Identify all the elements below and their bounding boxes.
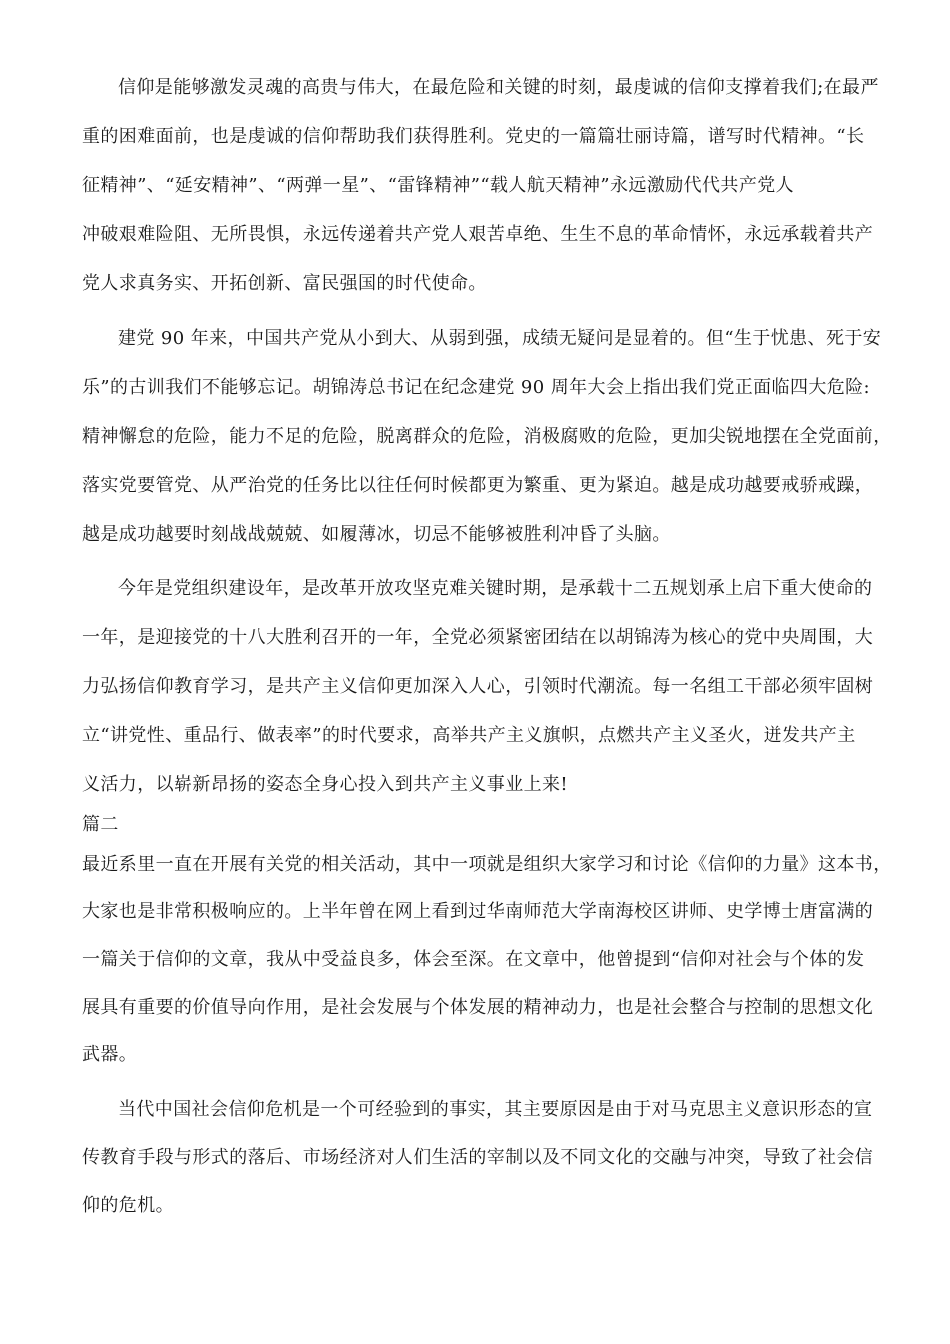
text-line: 一篇关于信仰的文章，我从中受益良多，体会至深。在文章中，他曾提到“信仰对社会与个体的发 — [82, 949, 865, 970]
text-line: 武器。 — [82, 1044, 138, 1065]
text-line: 今年是党组织建设年，是改革开放攻坚克难关键时期，是承载十二五规划承上启下重大使命的 — [118, 578, 873, 599]
text-line: 越是成功越要时刻战战兢兢、如履薄冰，切忌不能够被胜利冲昏了头脑。 — [82, 524, 671, 545]
text-line: 当代中国社会信仰危机是一个可经验到的事实，其主要原因是由于对马克思主义意识形态的宣 — [118, 1099, 873, 1120]
text-line: 建党 90 年来，中国共产党从小到大、从弱到强，成绩无疑问是显着的。但“生于忧患、死于安 — [118, 328, 882, 349]
text-line: 大家也是非常积极响应的。上半年曾在网上看到过华南师范大学南海校区讲师、史学博士唐富满的 — [82, 901, 874, 922]
text-line: 冲破艰难险阻、无所畏惧，永远传递着共产党人艰苦卓绝、生生不息的革命情怀，永远承载着共产 — [82, 224, 874, 245]
section-title: 篇二 — [82, 814, 119, 835]
text-line: 一年，是迎接党的十八大胜利召开的一年，全党必须紧密团结在以胡锦涛为核心的党中央周围，大 — [82, 627, 874, 648]
text-line: 传教育手段与形式的落后、市场经济对人们生活的宰制以及不同文化的交融与冲突，导致了社会信 — [82, 1147, 874, 1168]
text-line: 立“讲党性、重品行、做表率”的时代要求，高举共产主义旗帜，点燃共产主义圣火，迸发共产主 — [82, 725, 856, 746]
text-line: 最近系里一直在开展有关党的相关活动，其中一项就是组织大家学习和讨论《信仰的力量》这本书， — [82, 854, 892, 875]
text-line: 展具有重要的价值导向作用，是社会发展与个体发展的精神动力，也是社会整合与控制的思想文化 — [82, 997, 874, 1018]
text-line: 精神懈怠的危险，能力不足的危险，脱离群众的危险，消极腐败的危险，更加尖锐地摆在全党面前， — [82, 426, 892, 447]
text-line: 力弘扬信仰教育学习，是共产主义信仰更加深入人心，引领时代潮流。每一名组工干部必须牢固树 — [82, 676, 874, 697]
text-line: 乐”的古训我们不能够忘记。胡锦涛总书记在纪念建党 90 周年大会上指出我们党正面临四大危险: — [82, 377, 871, 398]
text-line: 重的困难面前，也是虔诚的信仰帮助我们获得胜利。党史的一篇篇壮丽诗篇，谱写时代精神。“长 — [82, 126, 865, 147]
text-line: 党人求真务实、开拓创新、富民强国的时代使命。 — [82, 273, 487, 294]
text-line: 义活力，以崭新昂扬的姿态全身心投入到共产主义事业上来! — [82, 774, 569, 795]
text-line: 征精神”、“延安精神”、“两弹一星”、“雷锋精神”“载人航天精神”永远激励代代共产党人 — [82, 175, 795, 196]
text-line: 信仰是能够激发灵魂的高贵与伟大，在最危险和关键的时刻，最虔诚的信仰支撑着我们;在最严 — [118, 77, 879, 98]
text-line: 落实党要管党、从严治党的任务比以往任何时候都更为繁重、更为紧迫。越是成功越要戒骄戒躁， — [82, 475, 874, 496]
text-line: 仰的危机。 — [82, 1195, 174, 1216]
